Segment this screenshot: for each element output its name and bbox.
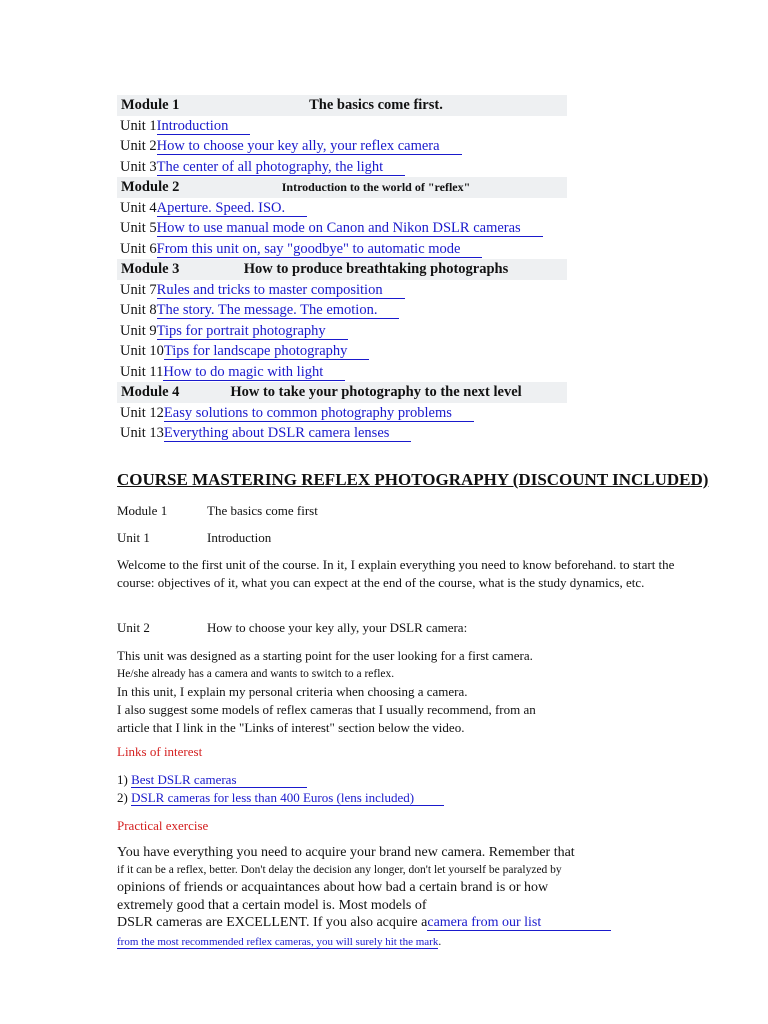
unit-link[interactable]: Easy solutions to common photography problems [164, 405, 474, 422]
link-item [117, 789, 444, 807]
exercise-line-4 [117, 914, 697, 932]
module-label: Module 2 [121, 179, 180, 195]
exercise-line-1: You have everything you need to acquire your brand new camera. Remember that [117, 845, 575, 860]
unit-entry [120, 136, 462, 156]
unit-entry [120, 239, 482, 259]
module-label: Module 3 [121, 261, 180, 277]
module-title: How to take your photography to the next level [230, 384, 522, 400]
unit-label: Unit 3 [120, 158, 157, 175]
unit-entry [120, 198, 307, 218]
unit-label: Unit 1 [120, 117, 157, 134]
table-of-contents [117, 95, 567, 444]
unit-row [117, 198, 567, 219]
module-title: The basics come first. [309, 97, 443, 113]
unit-link[interactable]: The story. The message. The emotion. [157, 302, 400, 319]
unit-label: Unit 11 [120, 363, 164, 380]
practical-exercise-text [117, 844, 697, 951]
exercise-line-2: if it can be a reflex, better. Don't delay the decision any longer, don't let yourself be paralyzed by [117, 863, 562, 876]
camera-list-link[interactable]: camera from our list [427, 915, 611, 931]
unit-link[interactable]: Aperture. Speed. ISO. [157, 200, 307, 217]
unit-label: Unit 8 [120, 302, 157, 318]
unit-label: Unit 5 [120, 220, 157, 236]
module-row [117, 95, 567, 116]
unit-label: Unit 4 [120, 199, 157, 216]
unit-link[interactable]: Tips for landscape photography [164, 343, 370, 360]
unit-link[interactable]: Tips for portrait photography [157, 323, 348, 340]
unit-entry [120, 116, 250, 136]
dslr-under-400-link[interactable]: DSLR cameras for less than 400 Euros (lens included) [131, 790, 444, 806]
unit-row [117, 116, 567, 137]
unit-2-paragraph-3: In this unit, I explain my personal criteria when choosing a camera. [117, 684, 468, 699]
module-label: Module 1 [117, 503, 168, 518]
unit-row [117, 239, 567, 260]
module-label: Module 4 [121, 384, 180, 400]
unit-label: Unit 10 [120, 343, 164, 359]
exercise-line-3: opinions of friends or acquaintances about how bad a certain brand is or how extremely good that a certain model is. Most models of [117, 880, 549, 913]
best-dslr-cameras-link[interactable]: Best DSLR cameras [131, 772, 306, 788]
module-title: The basics come first [207, 503, 318, 518]
unit-entry [120, 300, 399, 320]
unit-row [117, 136, 567, 157]
unit-1-title: Introduction [207, 530, 272, 545]
unit-link[interactable]: Everything about DSLR camera lenses [164, 425, 412, 442]
unit-entry [120, 362, 345, 382]
unit-label: Unit 12 [120, 404, 164, 421]
unit-2-title: How to choose your key ally, your DSLR camera: [207, 620, 468, 635]
unit-2-line [117, 620, 467, 636]
exercise-line-4-text: DSLR cameras are EXCELLENT. If you also acquire a [117, 915, 428, 930]
unit-link[interactable]: How to choose your key ally, your reflex camera [157, 138, 462, 155]
module-title: Introduction to the world of "reflex" [281, 180, 471, 194]
unit-row [117, 280, 567, 301]
unit-row [117, 157, 567, 178]
unit-row [117, 300, 567, 321]
link-item [117, 771, 444, 789]
unit-2-paragraph-4: I also suggest some models of reflex cameras that I usually recommend, from an article that I link in the "Links of interest" section below the video. [117, 702, 536, 735]
unit-row [117, 321, 567, 342]
unit-entry [120, 321, 348, 341]
unit-entry [120, 341, 369, 361]
unit-link[interactable]: From this unit on, say "goodbye" to automatic mode [157, 241, 483, 258]
links-list [117, 771, 444, 807]
unit-2-description [117, 647, 677, 737]
unit-entry [120, 403, 474, 423]
unit-link[interactable]: Introduction [157, 118, 251, 135]
module-row [117, 382, 567, 403]
unit-label: Unit 6 [120, 240, 157, 257]
module-title: How to produce breathtaking photographs [243, 261, 509, 277]
unit-label: Unit 7 [120, 281, 157, 298]
unit-1-label: Unit 1 [117, 530, 150, 545]
unit-entry [120, 423, 411, 443]
unit-link[interactable]: How to do magic with light [163, 364, 345, 381]
unit-entry [120, 280, 405, 300]
unit-1-line [117, 530, 271, 546]
unit-row [117, 362, 567, 383]
unit-2-label: Unit 2 [117, 620, 150, 635]
module-1-line [117, 503, 318, 519]
unit-2-paragraph-1: This unit was designed as a starting point for the user looking for a first camera. [117, 648, 533, 663]
unit-entry [120, 157, 405, 177]
unit-row [117, 341, 567, 362]
exercise-line-5 [117, 932, 697, 952]
unit-row [117, 218, 567, 239]
unit-label: Unit 2 [120, 138, 157, 154]
unit-link[interactable]: The center of all photography, the light [157, 159, 406, 176]
unit-label: Unit 9 [120, 322, 157, 339]
exercise-end-period: . [438, 935, 442, 948]
module-row [117, 177, 567, 198]
link-number: 1) [117, 772, 128, 787]
recommended-cameras-link[interactable]: from the most recommended reflex cameras, you will surely hit the mark [117, 935, 439, 948]
module-row [117, 259, 567, 280]
unit-link[interactable]: How to use manual mode on Canon and Nikon DSLR cameras [157, 220, 543, 237]
unit-entry [120, 218, 543, 238]
unit-row [117, 423, 567, 444]
unit-1-description: Welcome to the first unit of the course. In it, I explain everything you need to know beforehand. to start the course: objectives of it, what you can expect at the end of the course, what is the study dynamics, etc. [117, 557, 675, 590]
links-of-interest-heading: Links of interest [117, 744, 203, 759]
practical-exercise-heading: Practical exercise [117, 818, 209, 833]
unit-link[interactable]: Rules and tricks to master composition [157, 282, 405, 299]
unit-row [117, 403, 567, 424]
link-number: 2) [117, 790, 128, 805]
course-heading: COURSE MASTERING REFLEX PHOTOGRAPHY (DISCOUNT INCLUDED) [117, 470, 709, 489]
unit-2-paragraph-2: He/she already has a camera and wants to switch to a reflex. [117, 668, 395, 680]
module-label: Module 1 [121, 97, 180, 113]
unit-label: Unit 13 [120, 425, 164, 441]
